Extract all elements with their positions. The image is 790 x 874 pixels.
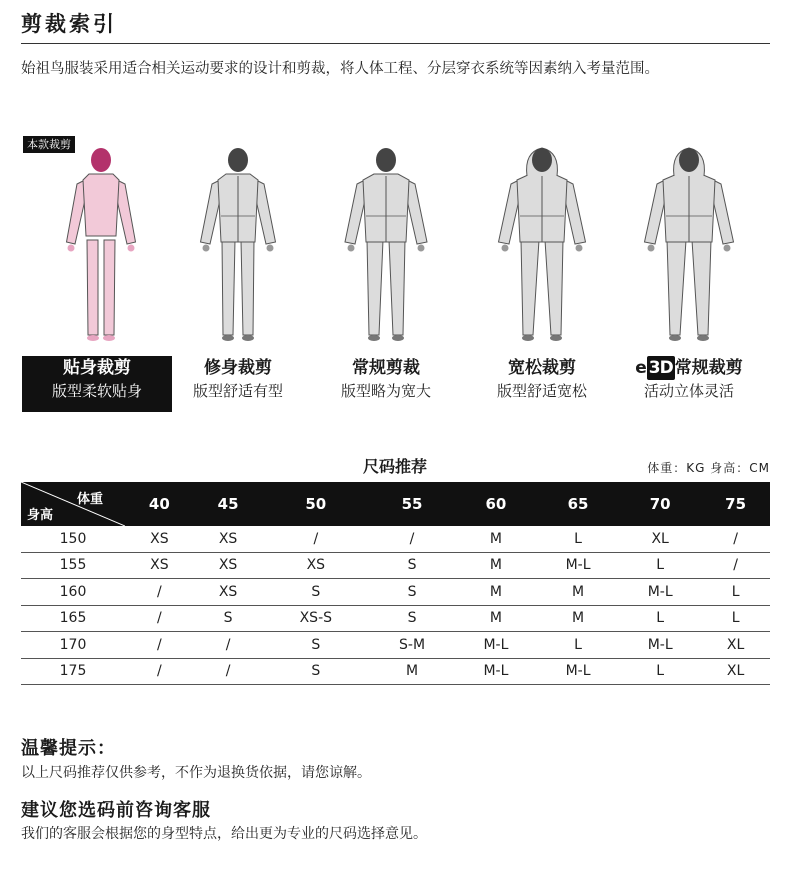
weight-axis-label: 体重 [76,492,103,507]
fit-name: 贴身裁剪 [63,358,131,378]
weight-header: 50 [262,482,369,526]
figure-silhouette [331,140,441,350]
fit-desc: 版型略为宽大 [340,382,431,400]
title-divider [21,43,770,44]
size-cell: S [194,605,263,632]
size-cell: / [194,632,263,659]
size-cell: M-L [455,658,537,685]
size-cell: M-L [537,658,619,685]
size-cell: M [455,526,537,552]
size-cell: XL [701,632,770,659]
table-row [21,552,770,579]
size-cell: M-L [619,632,701,659]
corner-cell [21,482,125,526]
height-cell: 170 [21,632,125,659]
size-cell: XL [619,526,701,552]
size-cell: S [369,552,455,579]
table-row [21,658,770,685]
size-cell: M [537,605,619,632]
fit-figure-e3d [634,140,744,350]
table-row [21,579,770,606]
size-cell: M [455,605,537,632]
size-cell: M-L [537,552,619,579]
table-row [21,526,770,552]
size-cell: L [701,605,770,632]
fit-caption-e3d[interactable] [614,356,764,402]
fit-caption-skin-tight[interactable] [22,356,172,412]
service-text: 我们的客服会根据您的身型特点，给出更为专业的尺码选择意见。 [21,826,427,842]
height-cell: 150 [21,526,125,552]
height-cell: 165 [21,605,125,632]
size-cell: M [455,579,537,606]
intro-text: 始祖鸟服装采用适合相关运动要求的设计和剪裁，将人体工程、分层穿衣系统等因素纳入考量范围。 [21,61,659,77]
height-cell: 160 [21,579,125,606]
size-cell: S [262,658,369,685]
fit-name: 常规剪裁 [352,358,420,378]
size-cell: XS [194,552,263,579]
page-title: 剪裁索引 [21,12,117,36]
size-cell: L [701,579,770,606]
size-cell: / [125,579,194,606]
fit-figure-regular [331,140,441,350]
fit-name: 常规裁剪 [674,358,743,378]
size-cell: / [369,526,455,552]
size-cell: L [537,632,619,659]
tips-heading: 温馨提示： [21,738,116,759]
size-cell: / [125,632,194,659]
fit-desc: 版型舒适有型 [192,382,283,400]
fit-name: 修身裁剪 [204,358,272,378]
table-row [21,632,770,659]
tips-text: 以上尺码推荐仅供参考，不作为退换货依据，请您谅解。 [21,765,371,781]
figure-silhouette [487,140,597,350]
size-cell: L [537,526,619,552]
fit-name-row [614,356,764,380]
figure-silhouette [46,140,156,350]
size-chart-table [21,482,770,685]
height-cell: 155 [21,552,125,579]
size-cell: S [369,605,455,632]
size-cell: XS [194,579,263,606]
e3d-logo: e 3D [635,358,673,378]
size-cell: XS [262,552,369,579]
size-cell: XS [125,552,194,579]
weight-header: 60 [455,482,537,526]
fit-desc: 活动立体灵活 [643,382,734,400]
size-cell: / [125,658,194,685]
size-cell: M [537,579,619,606]
size-chart-header-row [21,482,770,526]
size-cell: / [194,658,263,685]
weight-header: 40 [125,482,194,526]
size-cell: XS [125,526,194,552]
height-cell: 175 [21,658,125,685]
current-fit-tag: 本款裁剪 [23,136,75,153]
weight-header: 55 [369,482,455,526]
weight-header: 75 [701,482,770,526]
height-axis-label: 身高 [27,508,54,523]
fit-desc: 版型舒适宽松 [496,382,587,400]
size-cell: M-L [619,579,701,606]
table-row [21,605,770,632]
size-cell: S-M [369,632,455,659]
fit-name: 宽松裁剪 [508,358,576,378]
fit-caption-relaxed[interactable] [467,356,617,402]
size-cell: / [125,605,194,632]
fit-figure-slim [183,140,293,350]
size-cell: L [619,552,701,579]
size-cell: / [262,526,369,552]
size-chart-title: 尺码推荐 [362,457,427,476]
fit-caption-regular[interactable] [311,356,461,402]
size-cell: S [262,632,369,659]
fit-caption-slim[interactable] [163,356,313,402]
size-cell: M-L [455,632,537,659]
size-cell: XS [194,526,263,552]
fit-desc: 版型柔软贴身 [51,382,142,400]
fit-figure-skin-tight [46,140,156,350]
weight-header: 65 [537,482,619,526]
weight-header: 70 [619,482,701,526]
figure-silhouette [634,140,744,350]
size-cell: L [619,605,701,632]
size-cell: M [455,552,537,579]
size-cell: XS-S [262,605,369,632]
weight-header: 45 [194,482,263,526]
size-cell: / [701,526,770,552]
size-cell: S [262,579,369,606]
size-cell: / [701,552,770,579]
fit-figure-relaxed [487,140,597,350]
size-cell: L [619,658,701,685]
size-cell: S [369,579,455,606]
size-cell: M [369,658,455,685]
size-cell: XL [701,658,770,685]
service-heading: 建议您选码前咨询客服 [21,800,211,821]
figure-silhouette [183,140,293,350]
size-chart-units: 体重：KG 身高：CM [647,461,770,475]
